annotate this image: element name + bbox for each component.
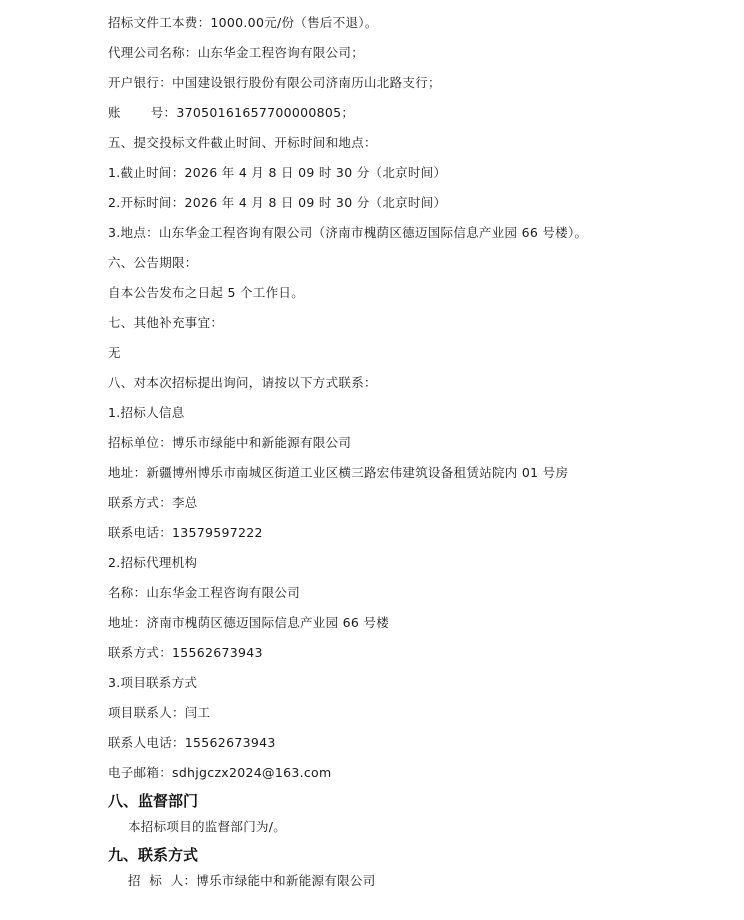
doc-line-agency-name: 代理公司名称：山东华金工程咨询有限公司；	[108, 45, 365, 60]
document-body	[108, 14, 728, 902]
doc-line-account: 账 号：37050161657700000805；	[108, 105, 355, 120]
doc-line-section7-title: 七、其他补充事宜：	[108, 315, 224, 330]
doc-line-agency-address: 地址：济南市槐荫区德迈国际信息产业园 66 号楼	[108, 615, 390, 630]
doc-line-opening-time: 2.开标时间：2026 年 4 月 8 日 09 时 30 分（北京时间）	[108, 195, 447, 210]
doc-line-project-contact-person: 项目联系人：闫工	[108, 705, 211, 720]
doc-line-tenderer-phone: 联系电话：13579597222	[108, 525, 263, 540]
doc-line-agency-contact: 联系方式：15562673943	[108, 645, 263, 660]
doc-line-section5-title: 五、提交投标文件截止时间、开标时间和地点：	[108, 135, 377, 150]
doc-line-location: 3.地点：山东华金工程咨询有限公司（济南市槐荫区德迈国际信息产业园 66 号楼）。	[108, 225, 588, 240]
doc-line-tenderer-unit: 招标单位：博乐市绿能中和新能源有限公司	[108, 435, 352, 450]
doc-line-agency-title: 2.招标代理机构	[108, 555, 198, 570]
doc-line-fee: 招标文件工本费：1000.00元/份（售后不退）。	[108, 15, 378, 30]
doc-line-deadline: 1.截止时间：2026 年 4 月 8 日 09 时 30 分（北京时间）	[108, 165, 447, 180]
doc-line-email: 电子邮箱：sdhjgczx2024@163.com	[108, 765, 332, 780]
doc-line-bank: 开户银行：中国建设银行股份有限公司济南历山北路支行；	[108, 75, 441, 90]
section9-tenderer: 招 标 人：博乐市绿能中和新能源有限公司	[128, 873, 376, 888]
doc-line-tenderer-contact: 联系方式：李总	[108, 495, 198, 510]
section8-text: 本招标项目的监督部门为/。	[128, 819, 287, 834]
section8-heading: 八、监督部门	[108, 792, 199, 810]
doc-line-notice-period: 自本公告发布之日起 5 个工作日。	[108, 285, 305, 300]
doc-line-section6-title: 六、公告期限：	[108, 255, 198, 270]
section9-heading: 九、联系方式	[108, 846, 199, 864]
doc-line-none: 无	[108, 345, 121, 360]
doc-line-tenderer-info: 1.招标人信息	[108, 405, 185, 420]
doc-line-agency-fullname: 名称：山东华金工程咨询有限公司	[108, 585, 301, 600]
doc-line-tenderer-address: 地址：新疆博州博乐市南城区街道工业区横三路宏伟建筑设备租赁站院内 01 号房	[108, 465, 569, 480]
doc-line-project-contact-title: 3.项目联系方式	[108, 675, 198, 690]
doc-line-inquiry-title: 八、对本次招标提出询问，请按以下方式联系：	[108, 375, 377, 390]
doc-line-project-contact-phone: 联系人电话：15562673943	[108, 735, 276, 750]
